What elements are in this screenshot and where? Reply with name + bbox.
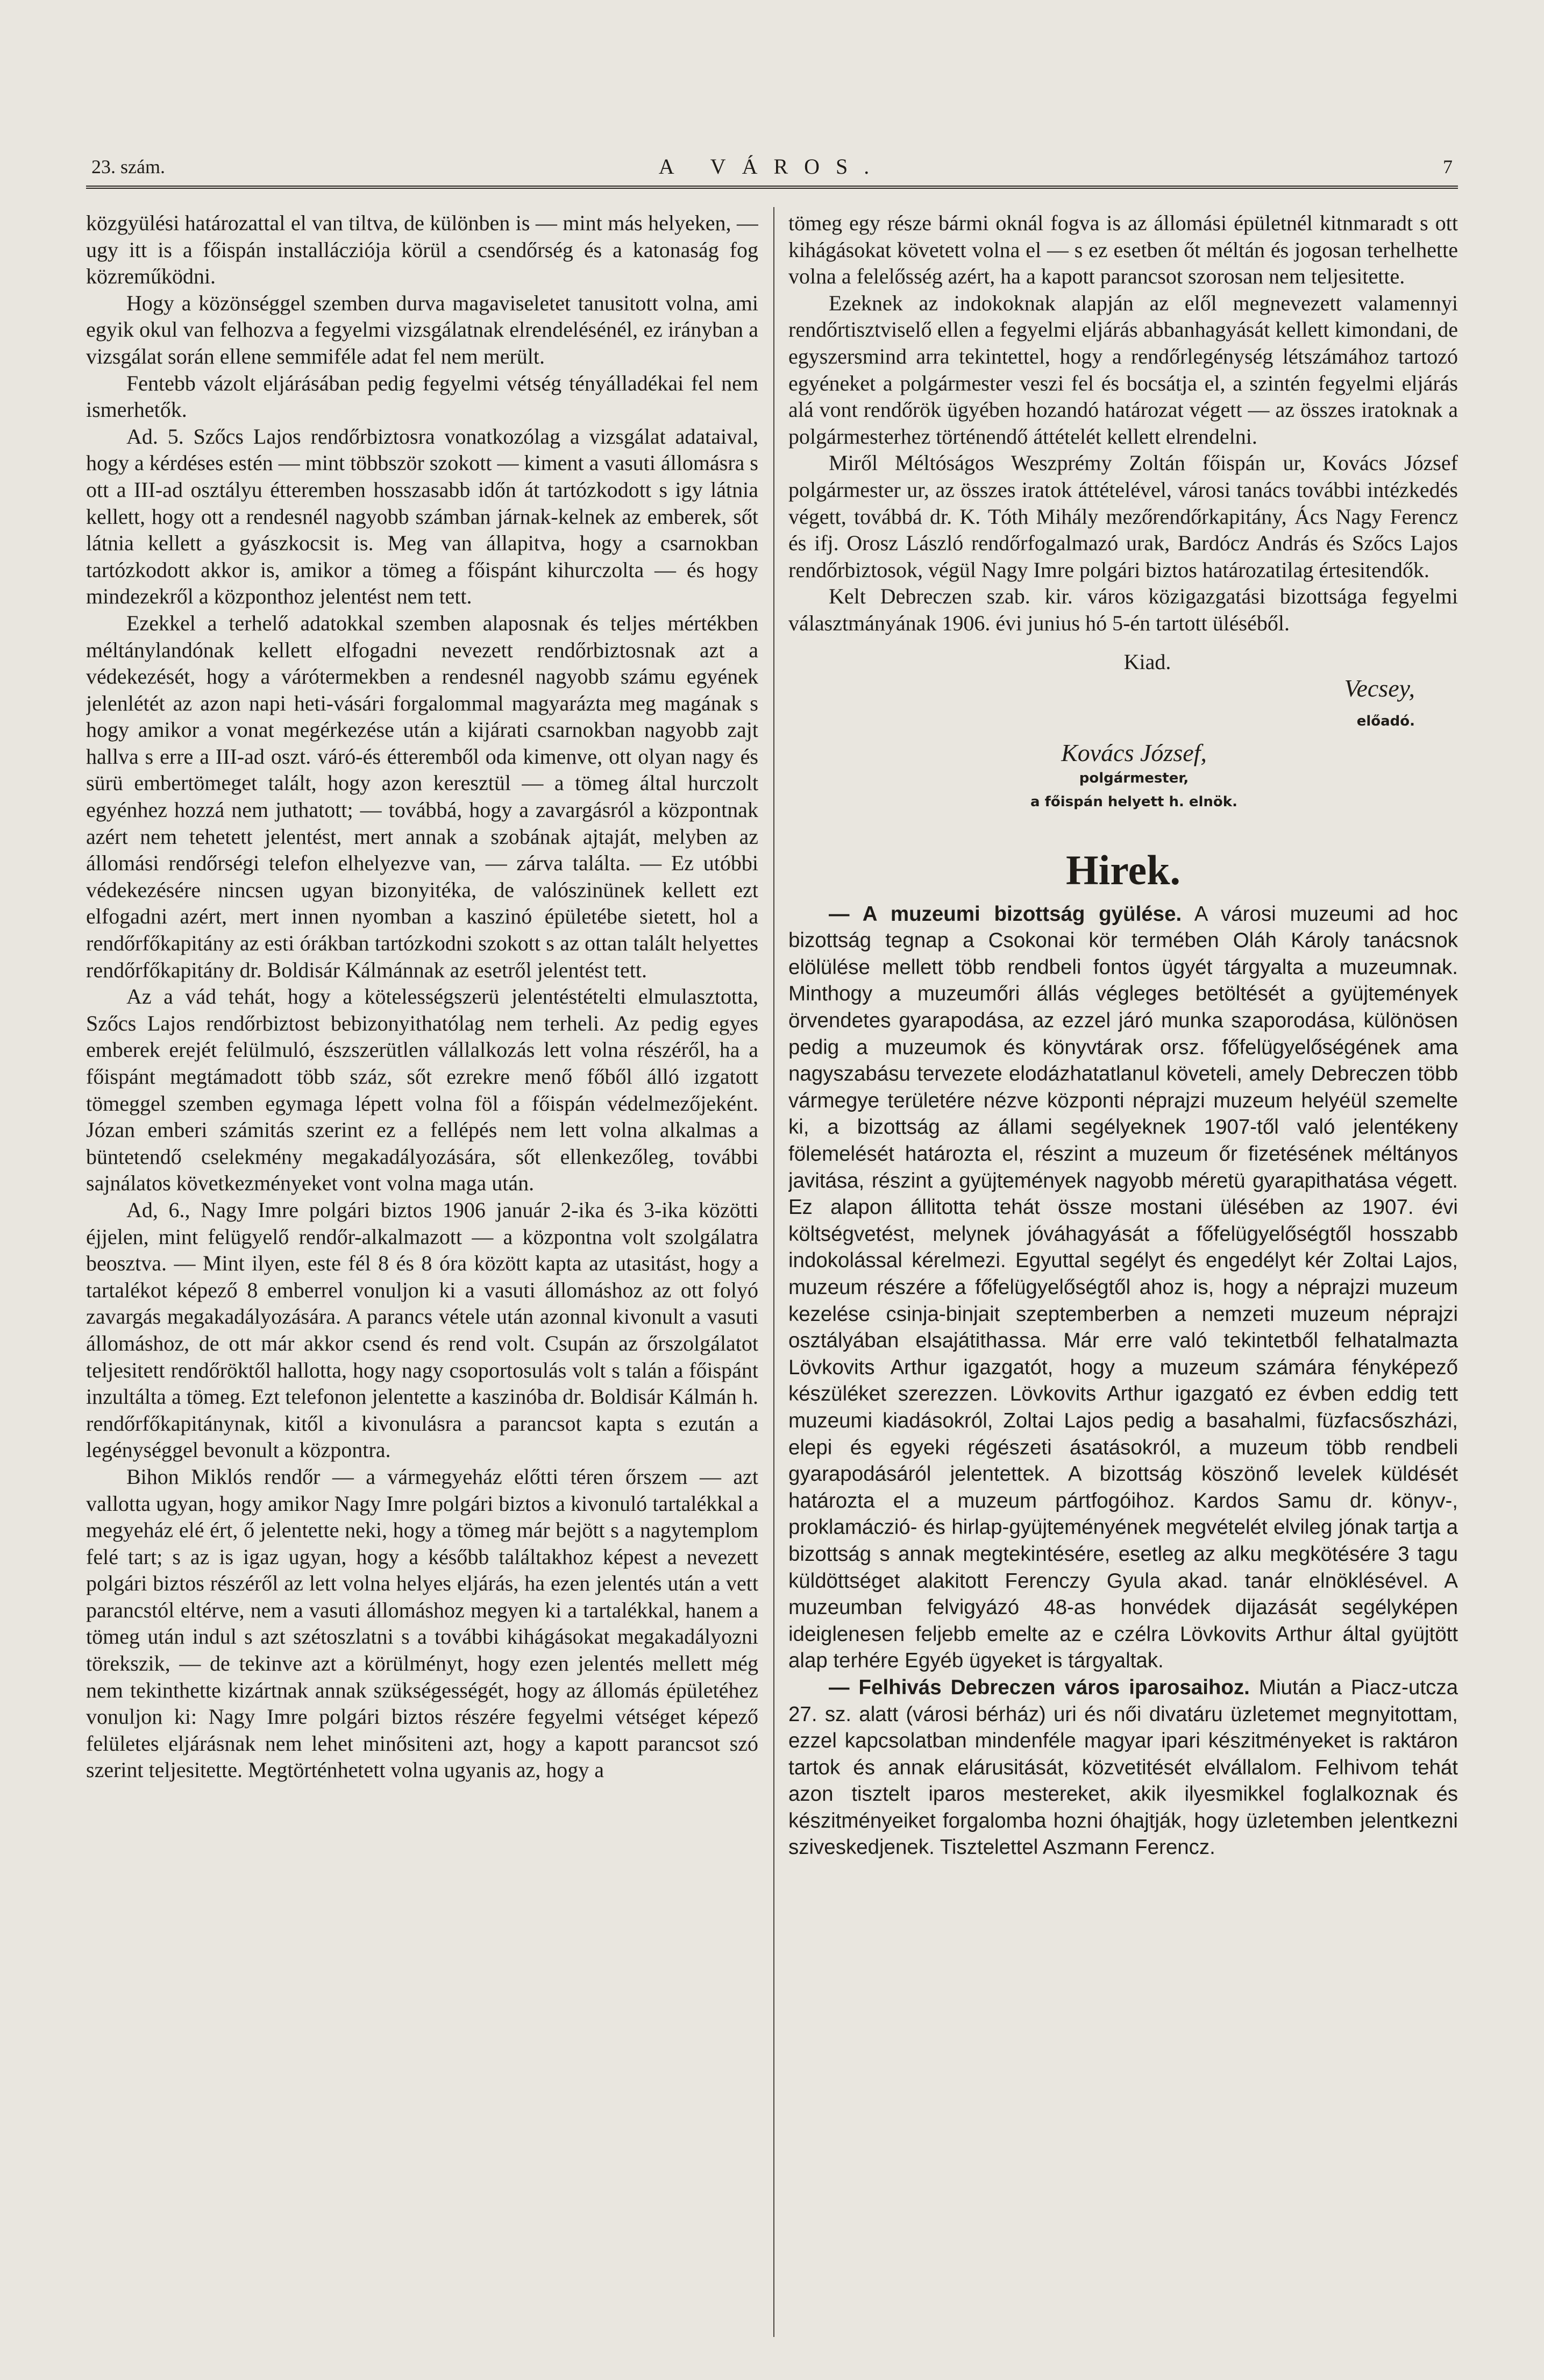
- page-number: 7: [1443, 156, 1453, 177]
- paragraph: Ezeknek az indokoknak alapján az elől megnevezett valamennyi rendőrtisztviselő ellen a fegyelmi eljárás abbanhagyását kellett kimondani, de egyszersmind arra tekintettel, hogy a rendőrlegénység létszámához tartozó egyéneket a polgármester veszi fel és bocsátja el, a szintén fegyelmi eljárás alá vont rendőrök ügyében hozandó határozat végett — az összes iratoknak a polgármesterhez történendő áttételét kellett elrendelni.: [788, 290, 1458, 449]
- page-header: [86, 151, 1458, 183]
- paragraph: Kelt Debreczen szab. kir. város közigazgatási bizottsága fegyelmi választmányának 1906. évi junius hó 5-én tartott üléséből.: [788, 584, 1458, 635]
- paragraph: Fentebb vázolt eljárásában pedig fegyelmi vétség tényálladékai fel nem ismerhetők.: [86, 371, 758, 422]
- news-item-text: A városi muzeumi ad hoc bizottság tegnap a Csokonai kör termében Oláh Károly tanácsnok elölülése mellett több rendbeli fontos ügyét tárgyalta a muzeumnak. Minthogy a muzeumőri állás végleges betöltését a gyüjtemények örvendetes gyarapodása, az ezzel járó munka szaporodása, különösen pedig a muzeumok és könyvtárak orsz. főfelügyelőségének ama nagyszabásu tervezete elodázhatatlanul követeli, amely Debreczen több vármegye területére nézve központi néprajzi muzeum helyéül szemelte ki, a bizottság az állami segélyeknek 1907-től való jelentékeny fölemelését határozta el, részint a muzeum őr fizetésének méltányos javitása, részint a gyüjtemények nagyobb méretü gyarapithatása végett. Ez alapon állitotta tehát össze mostani ülésében az 1907. évi költségvetést, melynek jóváhagyását a főfelügyelőségtől hosszabb indokolással kérelmezi. Egyuttal segélyt és engedélyt kér Zoltai Lajos, muzeum részére a főfelügyelőségtől ahoz is, hogy a néprajzi muzeum kezelése csinja-binjait szeptemberben a nemzeti muzeum néprajzi osztályában elsajátithassa. Már erre való tekintetből felhatalmazta Lövkovits Arthur igazgatót, hogy a muzeum számára fényképező készüléket szerezzen. Lövkovits Arthur igazgató ez évben eddig tett muzeumi kiadásokról, Zoltai Lajos pedig a basahalmi, füzfacsőszházi, elepi és egyeki régészeti ásatásokról, a muzeum több rendbeli gyarapodásáról jelentettek. A bizottság köszönő levelek küldését határozta el a muzeum pártfogóihoz. Kardos Samu dr. könyv-, proklamáczió- és hirlap-gyüjteményének megvételét elvileg jónak tartja a bizottság s annak megtekintésére, esetleg az alku megkötésére 3 tagu küldöttséget alakitott Ferenczy Gyula akad. tanár elnöklésével. A muzeumban felvigyázó 48-as honvédek dijazását segélyképen ideiglenesen feljebb emelte az e czélra Lövkovits Arthur által gyüjtött alap terhére Egyéb ügyeket is tárgyaltak.: [788, 902, 1458, 1673]
- paragraph: közgyülési határozattal el van tiltva, de különben is — mint más helyeken, — ugy itt is a főispán installácziója körül a csendőrség és a katonaság fog közreműködni.: [86, 211, 758, 289]
- news-item-lead: — Felhivás Debreczen város iparosaihoz.: [829, 1675, 1250, 1699]
- signature-kovacs-title2: a főispán helyett h. elnök.: [1030, 793, 1237, 810]
- news-item: [788, 901, 1458, 1674]
- paragraph: Hogy a közönséggel szemben durva magaviseletet tanusitott volna, ami egyik okul van felhozva a fegyelmi vizsgálatnak elrendelésénél, ez irányban a vizsgálat során ellene semmiféle adat fel nem merült.: [86, 290, 758, 368]
- right-column: [788, 210, 1458, 2337]
- newspaper-title: A VÁROS.: [658, 154, 886, 179]
- news-item: [788, 1674, 1458, 1861]
- paragraph: Miről Méltóságos Weszprémy Zoltán főispán ur, Kovács József polgármester ur, az összes iratok áttételével, városi tanács további intézkedés végett, továbbá dr. K. Tóth Mihály mezőrendőrkapitány, Ács Nagy Ferencz és ifj. Orosz László rendőrfogalmazó urak, Bardócz András és Szőcs Lajos rendőrbiztosok, végül Nagy Imre polgári biztos határozatilag értesitendők.: [788, 451, 1458, 582]
- paragraph: Az a vád tehát, hogy a kötelességszerü jelentéstételti elmulasztotta, Szőcs Lajos rendőrbiztost bebizonyithatólag nem terheli. Az pedig egyes emberek erejét felülmuló, észszerütlen vállalkozás lett volna részéről, ha a főispánt megtámadott több száz, sőt ezrekre menő főből álló izgatott tömeggel szemben egymaga lépett volna föl a főispán védelmezőjeként. Józan emberi számitás szerint ez a fellépés nem lett volna alkalmas a büntetendő cselekmény megakadályozására, sőt ellenkezőleg, további sajnálatos következményeket vont volna maga után.: [86, 984, 758, 1196]
- signature-kovacs-title: polgármester,: [1079, 770, 1189, 786]
- paragraph: Ad. 5. Szőcs Lajos rendőrbiztosra vonatkozólag a vizsgálat adataival, hogy a kérdéses estén — mint többször szokott — kiment a vasuti állomásra s ott a III-ad osztályu étteremben hosszasabb időn át tartózkodott s igy látnia kellett, hogy ott a rendesnél nagyobb számban járnak-kelnek az emberek, sőt látnia kellett a gyászkocsit is. Meg van állapitva, hogy a csarnokban tartózkodott akkor is, amikor a tömeg a főispánt kihurczolta — és hogy mindezekről a központhoz jelentést nem tett.: [86, 424, 758, 609]
- signature-vecsey-role: előadó.: [1356, 713, 1415, 730]
- signature-kovacs: Kovács József,: [1061, 739, 1207, 767]
- signature-vecsey: Vecsey,: [1344, 674, 1415, 702]
- column-divider: [773, 207, 774, 2337]
- paragraph: Ad, 6., Nagy Imre polgári biztos 1906 január 2-ika és 3-ika közötti éjjelen, mint felügyelő rendőr-alkalmazott — a központna volt szolgálatra beosztva. — Mint ilyen, este fél 8 és 8 óra között kapta az utasitást, hogy a tartalékot képező 8 emberrel vonuljon ki a vasuti állomáshoz az ott folyó zavargás megakadályozására. A parancs vétele után azonnal kivonult a vasuti állomáshoz, de ott már akkor csend és rend volt. Csupán az őrszolgálatot teljesitett rendőröktől hallotta, hogy nagy csoportosulás volt s talán a főispánt inzultálta a tömeg. Ezt telefonon jelentette a kaszinóba dr. Boldisár Kálmán h. rendőrfőkapitánynak, kitől a kivonulásra a parancsot kapta s ezután a legénységgel bevonult a központra.: [86, 1197, 758, 1462]
- kiad-label: Kiad.: [1123, 649, 1171, 674]
- news-item-lead: — A muzeumi bizottság gyülése.: [829, 902, 1182, 926]
- issue-number: 23. szám.: [91, 156, 165, 177]
- news-item-text: Miután a Piacz-utcza 27. sz. alatt (városi bérház) uri és női divatáru üzletemet megnyitottam, ezzel kapcsolatban mindenféle magyar ipari készitményeket is raktáron tartok és annak elárusitását, közvetitését elvállalom. Felhivom tehát azon tisztelt iparos mestereket, akik ilyesmikkel foglalkoznak és készitményeiket forgalomba hozni óhajtják, hogy üzletemben jelentkezni sziveskedjenek. Tisztelettel Aszmann Ferencz.: [788, 1675, 1458, 1859]
- news-heading: Hirek.: [1065, 846, 1181, 893]
- header-rule: [86, 186, 1458, 189]
- paragraph: tömeg egy része bármi oknál fogva is az állomási épületnél kitnmaradt s ott kihágásokat követett volna el — s ez esetben őt méltán és jogosan terhelhette volna a felelősség azért, ha a kapott parancsot szorosan nem teljesitette.: [788, 211, 1458, 289]
- signature-block: [788, 649, 1458, 814]
- paragraph: Ezekkel a terhelő adatokkal szemben alaposnak és teljes mértékben méltánylandónak kellett elfogadni nevezett rendőrbiztosnak azt a védekezését, hogy a várótermekben a rendesnél nagyobb számu egyének jelenlétét az azon napi heti-vásári forgalommal magyarázta meg magának s hogy amikor a vonat megérkezése után a kijárati csarnokban nagyobb zajt hallva s erre a III-ad oszt. váró-és étteremből oda kimenve, ott olyan nagy és sürü embertömeget talált, hogy azon keresztül — a tömeg által hurczolt egyénhez hozzá nem juthatott; — továbbá, hogy a zavargásról a központnak azért nem tehetett jelentést, mert annak a szobának ajtaját, melyben az állomási rendőrségi telefon elhelyezve van, — zárva találta. — Ez utóbbi védekezésére nincsen ugyan bizonyitéka, de valószinünek kellett ezt elfogadni azért, mert innen nyomban a kaszinó épületébe sietett, hol a rendőrfőkapitány az esti órákban tartózkodni szokott s az ottan talált helyettes rendőrfőkapitány dr. Boldisár Kálmánnak az esetről jelentést tett.: [86, 610, 758, 982]
- paragraph: Bihon Miklós rendőr — a vármegyeház előtti téren őrszem — azt vallotta ugyan, hogy amikor Nagy Imre polgári biztos a kivonuló tartalékkal a megyeház elé ért, ő jelentette neki, hogy a tömeg már bejött s a nagytemplom felé tart; s az is igaz ugyan, hogy a később találtakhoz képest a nevezett polgári biztos részéről az lett volna helyes eljárás, ha ezen jelentés után a vett parancstól eltérve, nem a vasuti állomáshoz megyen ki a tartalékkal, hanem a tömeg után indul s azt szétoszlatni s a további kihágásokat megakadályozni törekszik, — de tekinve azt a körülményt, hogy ezen jelentés mellett még nem tekinthette kizártnak annak szükségességét, hogy az állomás épületéhez vonuljon ki: Nagy Imre polgári biztos részére fegyelmi vétséget képező felületes eljárásnak nem lehet minősiteni azt, hogy a kapott parancsot szó szerint teljesitette. Megtörténhetett volna ugyanis az, hogy a: [86, 1464, 758, 1782]
- left-column: [86, 210, 758, 2337]
